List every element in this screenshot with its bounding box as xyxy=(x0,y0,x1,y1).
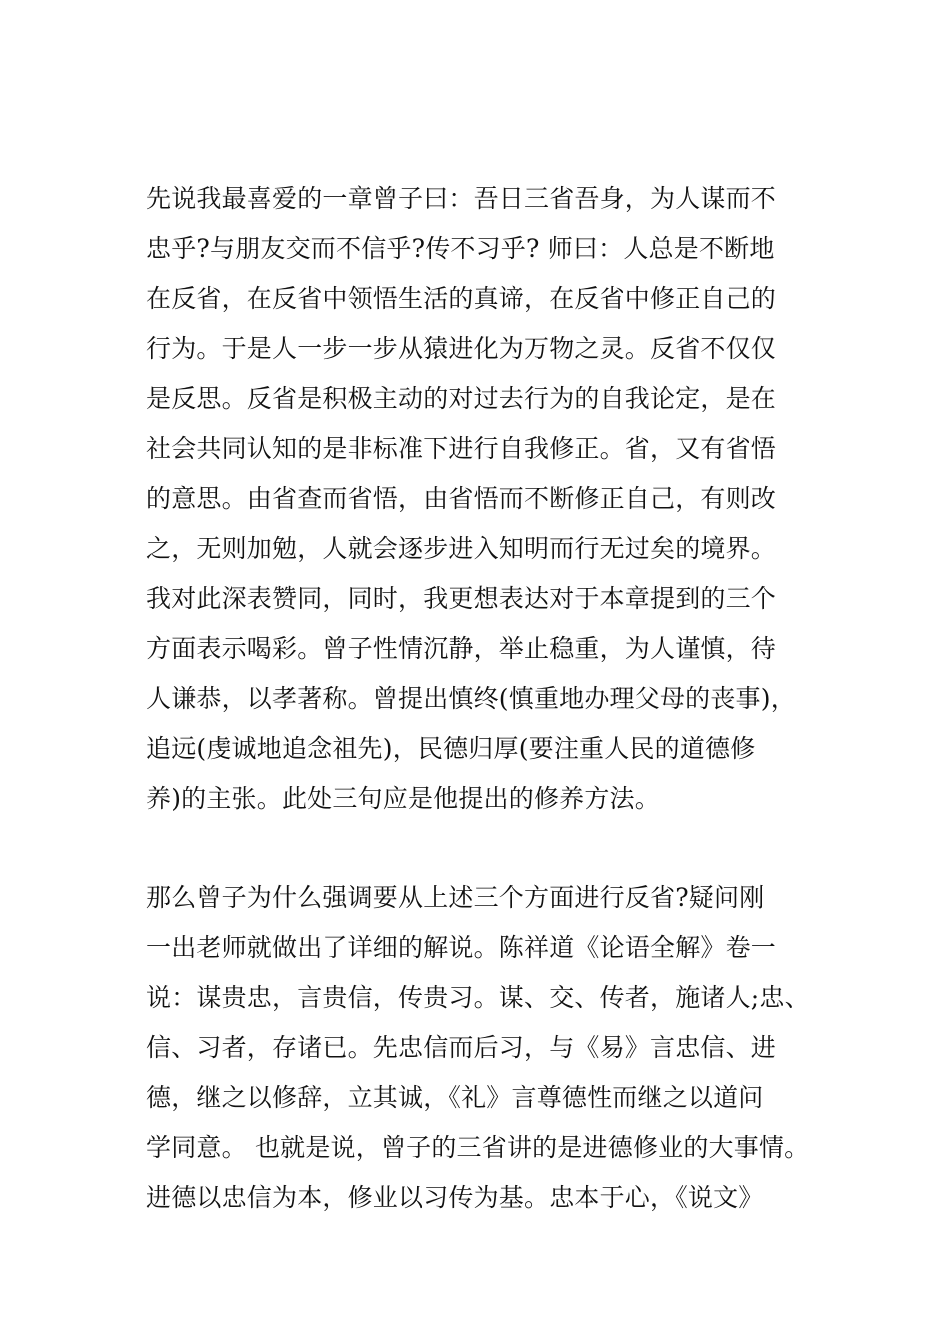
paragraph-line: 之，无则加勉，人就会逐步进入知明而行无过矣的境界。 xyxy=(146,534,777,563)
paragraph-line: 忠乎?与朋友交而不信乎?传不习乎? 师曰：人总是不断地 xyxy=(146,234,775,263)
paragraph-line: 的意思。由省查而省悟，由省悟而不断修正自己，有则改 xyxy=(146,484,777,513)
paragraph-line: 社会共同认知的是非标准下进行自我修正。省，又有省悟 xyxy=(146,434,777,463)
paragraph-line: 养)的主张。此处三句应是他提出的修养方法。 xyxy=(146,784,660,813)
paragraph-line: 在反省，在反省中领悟生活的真谛，在反省中修正自己的 xyxy=(146,284,777,313)
paragraph-line: 那么曾子为什么强调要从上述三个方面进行反省?疑问刚 xyxy=(146,883,765,912)
paragraph-1 xyxy=(146,174,836,824)
paragraph-line: 学同意。 也就是说，曾子的三省讲的是进德修业的大事情。 xyxy=(146,1133,810,1162)
paragraph-line: 是反思。反省是积极主动的对过去行为的自我论定，是在 xyxy=(146,384,777,413)
paragraph-line: 我对此深表赞同，同时，我更想表达对于本章提到的三个 xyxy=(146,584,777,613)
paragraph-line: 一出老师就做出了详细的解说。陈祥道《论语全解》卷一 xyxy=(146,933,777,962)
paragraph-line: 行为。于是人一步一步从猿进化为万物之灵。反省不仅仅 xyxy=(146,334,777,363)
paragraph-line: 说：谋贵忠，言贵信，传贵习。谋、交、传者，施诸人;忠、 xyxy=(146,983,810,1012)
paragraph-line: 先说我最喜爱的一章曾子曰：吾日三省吾身，为人谋而不 xyxy=(146,184,777,213)
paragraph-line: 追远(虔诚地追念祖先)，民德归厚(要注重人民的道德修 xyxy=(146,734,756,763)
paragraph-line: 信、习者，存诸已。先忠信而后习，与《易》言忠信、进 xyxy=(146,1033,777,1062)
paragraph-line: 进德以忠信为本，修业以习传为基。忠本于心，《说文》 xyxy=(146,1183,764,1212)
paragraph-line: 人谦恭，以孝著称。曾提出慎终(慎重地办理父母的丧事)， xyxy=(146,684,796,713)
paragraph-2 xyxy=(146,873,836,1223)
paragraph-line: 德，继之以修辞，立其诚，《礼》言尊德性而继之以道问 xyxy=(146,1083,764,1112)
paragraph-line: 方面表示喝彩。曾子性情沉静，举止稳重，为人谨慎，待 xyxy=(146,634,777,663)
